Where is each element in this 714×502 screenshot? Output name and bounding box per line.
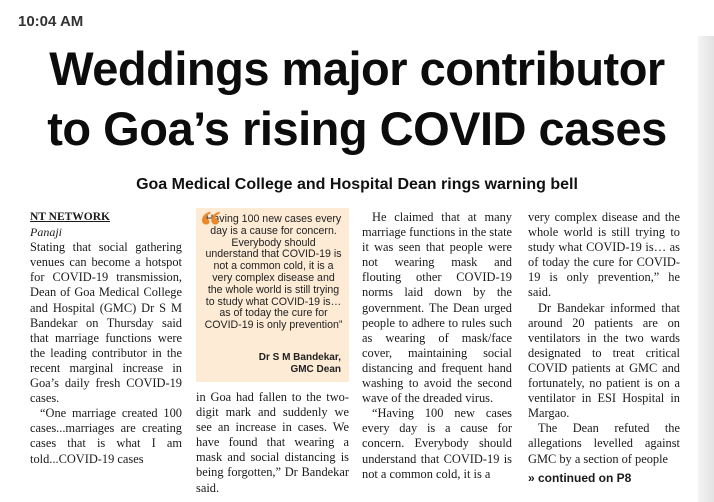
article-column-1	[30, 210, 182, 467]
headline-line-1: Weddings major contributor	[49, 42, 665, 95]
pull-quote	[196, 204, 349, 382]
paragraph: Stating that social gathering venues can become a hotspot for COVID-19 transmission, Dean of Goa Medical College and Hospital (GMC) Dr S M Bandekar on Thursday said that marriage functions were the leading contributor in the recent marginal increase in Goa’s daily fresh COVID-19 cases.	[30, 240, 182, 406]
paragraph: The Dean refuted the allegations levelled against GMC by a section of people	[528, 421, 680, 466]
quote-mark-icon: “	[200, 204, 221, 250]
attribution-title: GMC Dean	[290, 364, 341, 375]
article-column-3	[362, 210, 512, 482]
continued-link[interactable]: » continued on P8	[528, 470, 632, 485]
article-column-4	[528, 210, 680, 486]
headline-line-2: to Goa’s rising COVID cases	[47, 102, 667, 155]
byline-agency: NT NETWORK	[30, 211, 110, 223]
paragraph: “One marriage created 100 cases...marriages are creating cases that is what I am told...COVID-19 cases	[30, 406, 182, 466]
paragraph: Dr Bandekar informed that around 20 patients are on ventilators in the two wards designated to treat critical COVID patients at GMC and fortunately, no patient is on a ventilator in ESI Hospital in Margao.	[528, 300, 680, 421]
paragraph: He claimed that at many marriage functions in the state it was seen that people were not wearing mask and flouting other COVID-19 norms laid down by the government. The Dean urged people to adhere to rules such as wearing of mask/face cover, maintaining social distancing and frequent hand washing to avoid the second wave of the dreaded virus.	[362, 210, 513, 406]
paragraph: very complex disease and the whole world is still trying to study what COVID-19 is… as of today the cure for COVID-19 is only prevention,” he said.	[528, 210, 680, 300]
paragraph: in Goa had fallen to the two-digit mark and suddenly we see an increase in cases. We have found that wearing a mask and social distancing is being forgotten,” Dr Bandekar said.	[196, 390, 349, 495]
pull-quote-attribution	[259, 352, 341, 376]
paragraph: “Having 100 new cases every day is a cause for concern. Everybody should understand that COVID-19 is not a common cold, it is a	[362, 406, 512, 481]
article-column-2	[196, 390, 349, 496]
attribution-name: Dr S M Bandekar,	[258, 352, 341, 363]
byline-place: Panaji	[30, 225, 62, 240]
subheadline: Goa Medical College and Hospital Dean rings warning bell	[136, 176, 578, 193]
status-bar-time: 10:04 AM	[18, 13, 84, 30]
pull-quote-text: Having 100 new cases every day is a cause for concern. Everybody should understand that COVID-19 is not a common cold, it is a very complex disease and the whole world is still trying to study what COVID-19 is… as of today the cure for COVID-19 is only prevention”	[204, 213, 343, 332]
